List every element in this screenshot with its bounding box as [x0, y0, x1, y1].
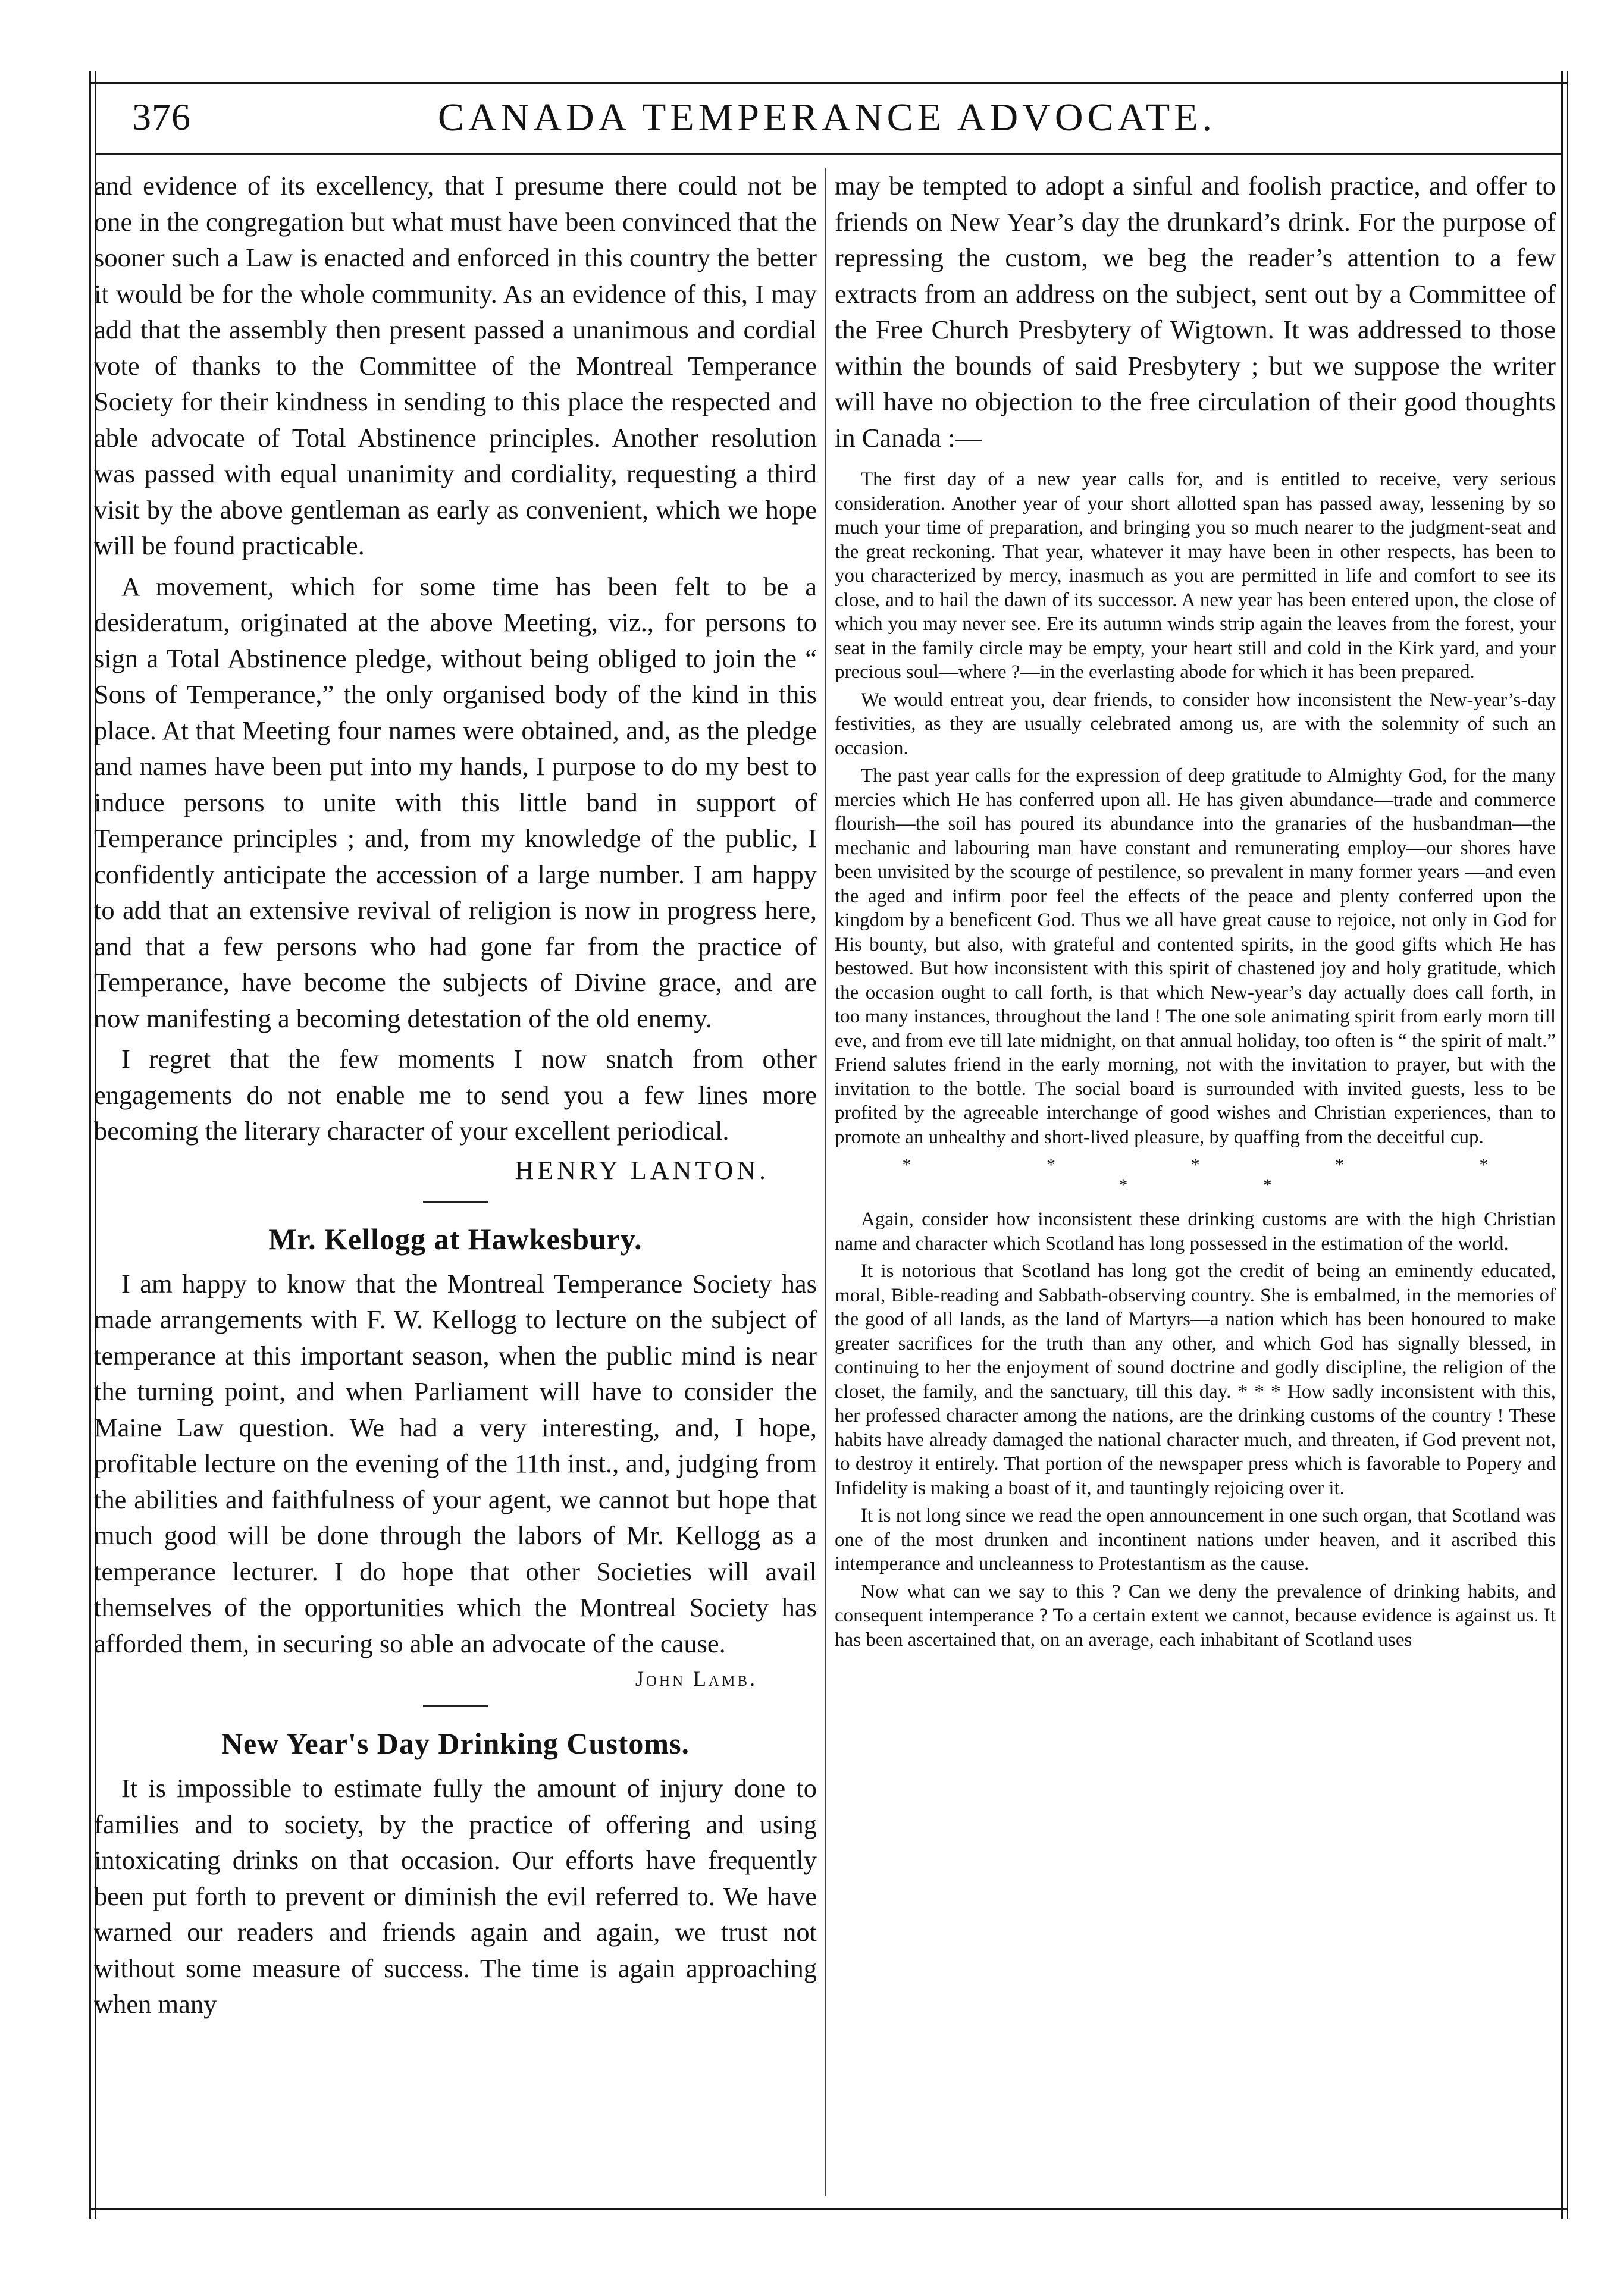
article-signature: John Lamb. [635, 1667, 757, 1690]
journal-title: CANADA TEMPERANCE ADVOCATE. [437, 96, 1217, 139]
letter-paragraph: A movement, which for some time has been felt to be a desideratum, originated at the above Meeting, viz., for persons to sign a Total Abstinence pledge, without being obliged to join the “ Sons of Temperance,” the only organised body of the kind in this place. At that Meeting four names were obtained, and, as the pledge and names have been put into my hands, I purpose to do my best to induce persons to unite with this little band in support of Temperance principles ; and, from my knowledge of the public, I confidently anticipate the accession of a large number. I am happy to add that an extensive revival of religion is now in progress here, and that a few persons who had gone far from the practice of Temperance, have become the subjects of Divine grace, and are now manifesting a becoming detestation of the old enemy. [94, 571, 817, 1033]
section-stars: * * * * * * * [902, 1155, 1554, 1195]
letter-paragraph: and evidence of its excellency, that I presume there could not be one in the congregation but what must have been convinced that the sooner such a Law is enacted and enforced in this country the better it would be for the whole community. As an evidence of this, I may add that the assembly then present passed a unanimous and cordial vote of thanks to the Committee of the Montreal Temperance Society for their kindness in sending to this place the respected and able advocate of Total Abstinence principles. Another resolution was passed with equal unanimity and cordiality, requesting a third visit by the above gentleman as early as convenient, which we hope will be found practicable. [94, 171, 817, 560]
column-divider [825, 168, 826, 2196]
extract-paragraph: The first day of a new year calls for, and is entitled to receive, very serious consideration. Another year of your short allotted span has passed away, lessening by so much your time of preparation, and bringing you so much nearer to the judgment-seat and the great reckoning. That year, whatever it may have been in other respects, has been to you characterized by mercy, inasmuch as you are permitted in life and comfort to see its close, and to hail the dawn of its successor. A new year has been entered upon, the close of which you may never see. Ere its autumn winds strip again the leaves from the forest, your seat in the family circle may be empty, your heart still and cold in the Kirk yard, and your precious soul—where ?—in the everlasting abode for which it has been prepared. [835, 469, 1556, 683]
article-heading: Mr. Kellogg at Hawkesbury. [268, 1222, 643, 1256]
extract-paragraph: We would entreat you, dear friends, to consider how inconsistent the New-year’s-day festivities, as they are usually celebrated among us, are with the solemnity of such an occasion. [835, 689, 1556, 759]
section-divider [423, 1201, 488, 1203]
right-column [835, 168, 1556, 2196]
right-border-rule [1561, 71, 1563, 2219]
letter-signature: HENRY LANTON. [515, 1155, 769, 1185]
page-number: 376 [132, 96, 191, 138]
top-rule [89, 82, 1568, 84]
extract-paragraph: It is not long since we read the open announcement in one such organ, that Scotland was one of the most drunken and incontinent nations under heaven, and it ascribed this intemperance and uncleanness to Protestantism as the cause. [835, 1505, 1556, 1574]
extract-paragraph: It is notorious that Scotland has long got the credit of being an eminently educated, moral, Bible-reading and Sabbath-observing country. She is embalmed, in the memories of the good of all lands, as the land of Martyrs—a nation which has been honoured to make greater sacrifices for the truth than any other, and which God has signally blessed, in continuing to her the enjoyment of sound doctrine and godly discipline, the religion of the closet, the family, and the sanctuary, till this day. * * * How sadly inconsistent with this, her professed character among the nations, are the drinking customs of the country ! These habits have already damaged the national character much, and threaten, if God prevent not, to destroy it entirely. That portion of the newspaper press which is favorable to Popery and Infidelity is making a boast of it, and tauntingly rejoicing over it. [835, 1260, 1556, 1499]
article-heading: New Year's Day Drinking Customs. [221, 1727, 690, 1760]
extract-paragraph: The past year calls for the expression of deep gratitude to Almighty God, for the many mercies which He has conferred upon all. He has given abundance—trade and commerce flourish—the soil has poured its abundance into the granaries of the husbandman—the mechanic and labouring man have constant and remunerating employ—our shores have been unvisited by the scourge of pestilence, so prevalent in many former years —and even the aged and infirm poor feel the effects of the peace and plenty conferred upon the kingdom by a beneficent God. Thus we all have great cause to rejoice, not only in God for His bounty, but also, with grateful and contented spirits, in the good gifts which He has bestowed. But how inconsistent with this spirit of chastened joy and holy gratitude, which the occasion ought to call forth, is that which New-year’s day actually does call forth, in too many instances, throughout the land ! The one sole animating spirit from early morn till eve, and from eve till late midnight, on that annual holiday, too often is “ the spirit of malt.” Friend salutes friend in the early morning, not with the invitation to prayer, but with the invitation to the bottle. The social board is surrounded with invited guests, less to be profited by the agreeable interchange of good wishes and Christian experiences, than to promote an unhealthy and short-lived pleasure, by quaffing from the deceitful cup. [835, 765, 1556, 1148]
article-paragraph: It is impossible to estimate fully the amount of injury done to families and to society, by the practice of offering and using intoxicating drinks on that occasion. Our efforts have frequently been put forth to prevent or diminish the evil referred to. We have warned our readers and friends again and again, we trust not without some measure of success. The time is again approaching when many [94, 1773, 817, 2019]
bottom-rule [89, 2208, 1568, 2210]
header-underline [95, 153, 1562, 155]
extract-paragraph: Now what can we say to this ? Can we deny the prevalence of drinking habits, and consequent intemperance ? To a certain extent we cannot, because evidence is against us. It has been ascertained that, on an average, each inhabitant of Scotland uses [835, 1580, 1556, 1651]
section-divider [423, 1705, 488, 1707]
right-border-rule-inner [1567, 71, 1568, 2219]
article-paragraph: I am happy to know that the Montreal Temperance Society has made arrangements with F. W. Kellogg to lecture on the subject of temperance at this important season, when the public mind is near the turning point, and when Parliament will have to consider the Maine Law question. We had a very interesting, and, I hope, profitable lecture on the evening of the 11th inst., and, judging from the abilities and faithfulness of your agent, we cannot but hope that much good will be done through the labors of Mr. Kellogg as a temperance lecturer. I do hope that other Societies will avail themselves of the opportunities which the Montreal Society has afforded them, in securing so able an advocate of the cause. [94, 1268, 817, 1658]
left-border-rule [89, 71, 91, 2219]
extract-paragraph: Again, consider how inconsistent these drinking customs are with the high Christian name and character which Scotland has long possessed in the estimation of the world. [835, 1209, 1556, 1254]
letter-paragraph: I regret that the few moments I now snatch from other engagements do not enable me to send you a few lines more becoming the literary character of your excellent periodical. [94, 1044, 817, 1146]
article-paragraph: may be tempted to adopt a sinful and foolish practice, and offer to friends on New Year’s day the drunkard’s drink. For the purpose of repressing the custom, we beg the reader’s attention to a few extracts from an address on the subject, sent out by a Committee of the Free Church Presbytery of Wigtown. It was addressed to those within the bounds of said Presbytery ; but we suppose the writer will have no objection to the free circulation of their good thoughts in Canada :— [835, 171, 1556, 453]
left-column [94, 168, 817, 2196]
page-header [95, 89, 1559, 149]
